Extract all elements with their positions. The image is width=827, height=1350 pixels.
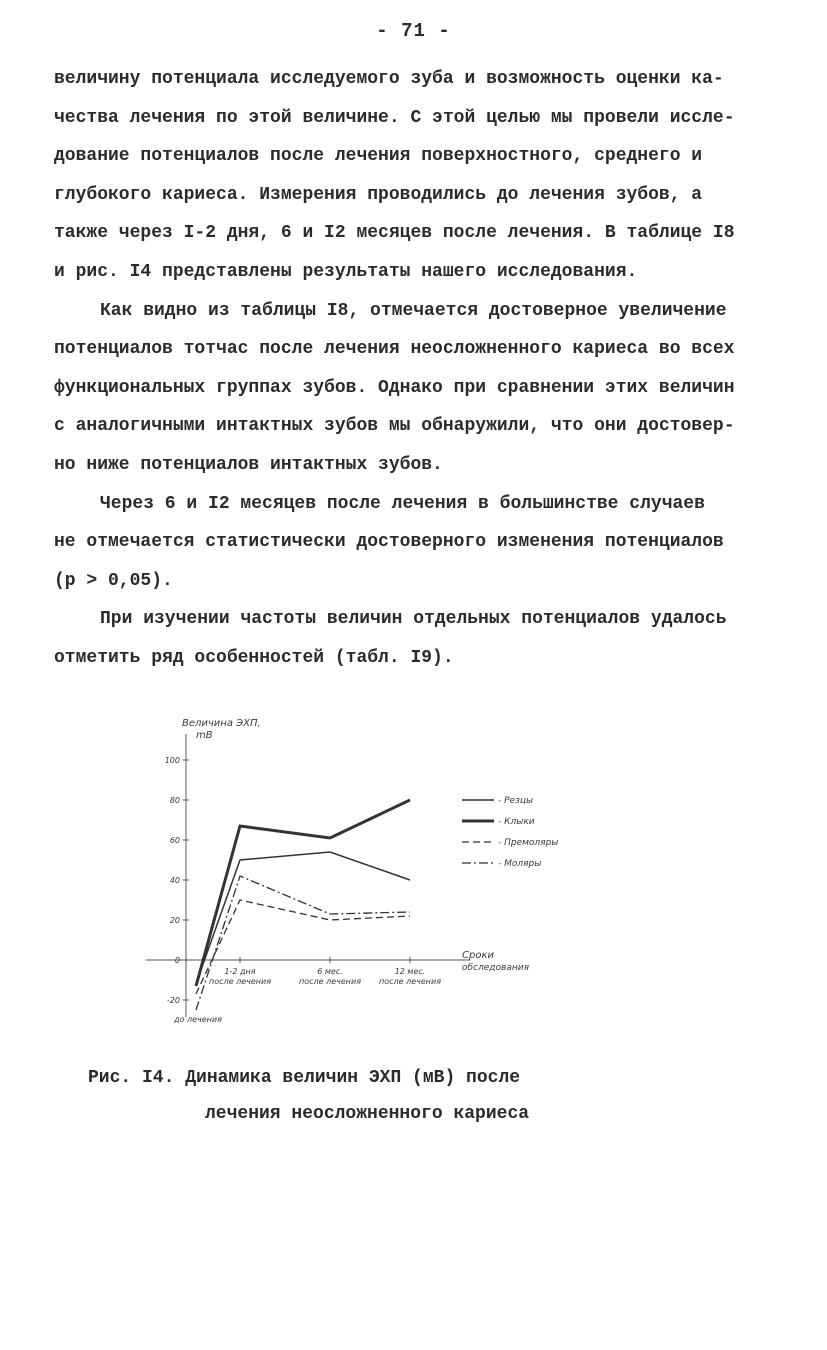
text-line: глубокого кариеса. Измерения проводились до лечения зубов, а xyxy=(54,184,703,205)
text-line: функциональных группах зубов. Однако при сравнении этих величин xyxy=(54,377,735,398)
y-axis-label: mВ xyxy=(196,730,213,741)
y-tick-label: 20 xyxy=(169,916,180,925)
text-line: с аналогичными интактных зубов мы обнаружили, что они достовер- xyxy=(54,416,735,437)
legend-label: - Моляры xyxy=(498,859,542,869)
y-tick-label: -20 xyxy=(166,996,180,1005)
x-axis-label: обследования xyxy=(462,963,529,973)
text-line: отметить ряд особенностей (табл. I9). xyxy=(54,647,454,668)
text-line: также через I-2 дня, 6 и I2 месяцев после лечения. В таблице I8 xyxy=(54,223,735,244)
text-line: и рис. I4 представлены результаты нашего исследования. xyxy=(54,261,638,282)
chart-figure xyxy=(140,712,580,1032)
text-line: величину потенциала исследуемого зуба и возможность оценки ка- xyxy=(54,69,724,89)
x-tick-label: 12 мес. xyxy=(394,967,426,976)
text-line: Через 6 и I2 месяцев после лечения в большинстве случаев xyxy=(100,493,705,514)
caption-line: лечения неосложненного кариеса xyxy=(205,1104,530,1124)
text-line: потенциалов тотчас после лечения неосложненного кариеса во всех xyxy=(54,339,735,360)
legend-label: - Премоляры xyxy=(498,838,559,848)
x-tick-label: после лечения xyxy=(378,977,442,986)
text-line: (p > 0,05). xyxy=(54,570,173,591)
legend-label: - Резцы xyxy=(498,796,534,806)
legend-label: - Клыки xyxy=(498,817,535,827)
y-tick-label: 60 xyxy=(169,836,180,845)
text-line: При изучении частоты величин отдельных потенциалов удалось xyxy=(100,609,727,630)
text-line: дование потенциалов после лечения поверхностного, среднего и xyxy=(54,146,703,167)
body-text xyxy=(54,60,776,678)
text-line: Как видно из таблицы I8, отмечается достоверное увеличение xyxy=(100,300,727,321)
x-tick-label: 1-2 дня xyxy=(224,967,256,976)
text-line: но ниже потенциалов интактных зубов. xyxy=(54,454,443,475)
text-line: не отмечается статистически достоверного изменения потенциалов xyxy=(54,532,724,553)
line-chart xyxy=(140,712,580,1032)
x-axis-label: Сроки xyxy=(462,950,494,961)
series-line-4 xyxy=(196,876,410,1010)
x-tick-label: до лечения xyxy=(174,1015,222,1024)
x-tick-label: 6 мес. xyxy=(317,967,343,976)
text-line: чества лечения по этой величине. С этой целью мы провели иссле- xyxy=(54,107,735,128)
x-tick-label: после лечения xyxy=(298,977,362,986)
page-number: - 71 - xyxy=(376,20,451,42)
y-tick-label: 0 xyxy=(174,956,180,965)
figure-caption xyxy=(0,1060,827,1132)
y-tick-label: 80 xyxy=(169,796,180,805)
y-tick-label: 40 xyxy=(169,876,180,885)
caption-line: Рис. I4. Динамика величин ЭХП (мВ) после xyxy=(88,1068,521,1088)
x-tick-label: после лечения xyxy=(208,977,272,986)
y-tick-label: 100 xyxy=(164,756,180,765)
y-axis-label: Величина ЭХП, xyxy=(182,718,261,729)
